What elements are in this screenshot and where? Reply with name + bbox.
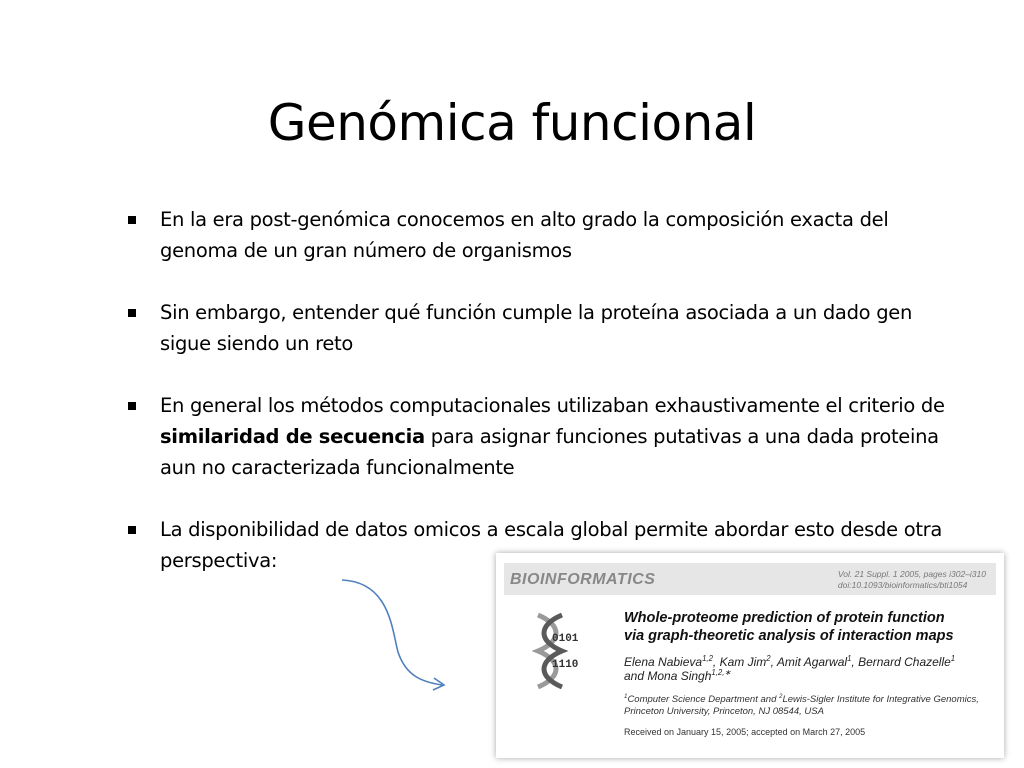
journal-ref-line: Vol. 21 Suppl. 1 2005, pages i302–i310 [837,569,986,579]
affiliation-line [624,694,999,706]
square-bullet-icon [128,309,136,317]
author-affil-sup: 1,2 [702,654,713,663]
affiliation-line: Princeton University, Princeton, NJ 08544, USA [624,706,824,717]
paper-title-line: via graph-theoretic analysis of interaction maps [624,628,954,644]
author-name: , Amit Agarwal [770,655,848,669]
affil-sup: 1 [624,692,628,700]
bullet-list [128,204,958,576]
authors-line [624,669,994,683]
bullet-text: En la era post-genómica conocemos en alto grado la composición exacta del genoma de un gran número de organismos [160,208,889,262]
bullet-text-before: En general los métodos computacionales utilizaban exhaustivamente el criterio de [160,394,945,417]
author-name: , Bernard Chazelle [851,655,951,669]
author-affil-sup: 1 [847,654,852,663]
curved-arrow-icon [330,570,460,700]
bullet-text: La disponibilidad de datos omicos a escala global permite abordar esto desde otra perspectiva: [160,518,943,572]
paper-title [624,609,994,645]
journal-ref-line: doi:10.1093/bioinformatics/bti1054 [837,580,968,590]
bullet-item [128,204,958,266]
bullet-item [128,390,958,483]
square-bullet-icon [128,402,136,410]
author-name: Elena Nabieva [624,655,703,669]
slide-title: Genómica funcional [267,93,757,152]
paper-title-line: Whole-proteome prediction of protein function [624,610,945,626]
journal-header [504,563,996,595]
paper-excerpt [496,553,1004,758]
affil-text: Lewis-Sigler Institute for Integrative Genomics, [782,694,979,705]
affil-sup: 2 [779,692,783,700]
journal-name: BIOINFORMATICS [510,571,656,588]
square-bullet-icon [128,526,136,534]
authors-line [624,655,994,669]
paper-affiliations [624,694,999,718]
author-affil-sup: 2 [766,654,771,663]
bullet-text-after: para asignar funciones putativas a una dada proteina aun no caracterizada funcionalmente [160,425,939,479]
author-affil-sup: 1 [950,654,956,663]
logo-binary-bottom: 1110 [552,659,579,671]
journal-reference [838,569,986,591]
paper-received: Received on January 15, 2005; accepted on March 27, 2005 [624,727,866,737]
author-name: , Kam Jim [712,655,767,669]
bullet-text [160,394,945,479]
logo-binary-top: 0101 [552,633,579,645]
affil-text: Computer Science Department and [627,694,779,705]
square-bullet-icon [128,216,136,224]
author-affil-sup: 1,2,∗ [711,668,731,677]
bullet-item [128,297,958,359]
bullet-text: Sin embargo, entender qué función cumple la proteína asociada a un dado gen sigue siendo un reto [160,301,913,355]
author-name: and Mona Singh [624,669,712,683]
bullet-text-bold: similaridad de secuencia [160,425,425,448]
paper-authors [624,655,994,683]
dna-helix-icon [532,611,588,691]
